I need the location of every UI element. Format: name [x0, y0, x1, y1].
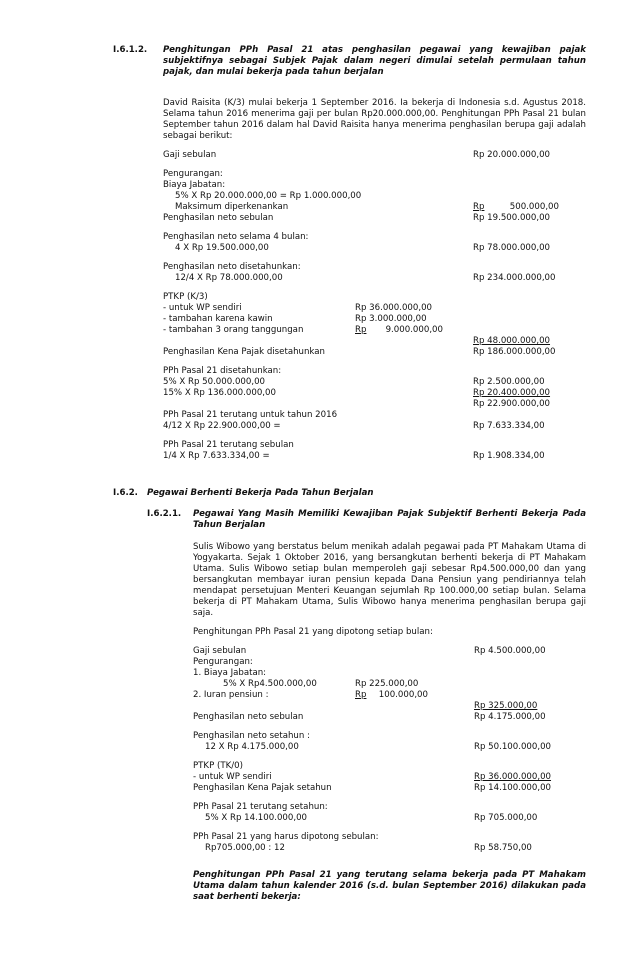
row-calc: Rp705.000,00 : 12: [205, 843, 285, 853]
section-body: [193, 542, 586, 903]
row-value: Rp 7.633.334,00: [473, 421, 545, 431]
row-label: PPh Pasal 21 terutang setahun:: [193, 802, 328, 812]
row-value: Rp 19.500.000,00: [473, 213, 551, 223]
row-value: Rp 14.100.000,00: [474, 783, 552, 793]
row-calc: 5% X Rp4.500.000,00: [223, 679, 317, 689]
row-value: Rp 3.000.000,00: [355, 314, 427, 324]
row-value: Rp 58.750,00: [474, 843, 532, 853]
row-label: Penghasilan Kena Pajak setahun: [193, 783, 332, 793]
row-label: Penghasilan Kena Pajak disetahunkan: [163, 347, 325, 357]
row-calc: 5% X Rp 50.000.000,00: [163, 377, 266, 387]
row-value: Rp 20.000.000,00: [473, 150, 551, 160]
row-label: - untuk WP sendiri: [163, 303, 242, 313]
row-label: - tambahan 3 orang tanggungan: [163, 325, 304, 335]
row-total: Rp 48.000.000,00: [473, 336, 551, 346]
section-title: Pegawai Berhenti Bekerja Pada Tahun Berjalan: [147, 488, 374, 498]
row-label: Gaji sebulan: [193, 646, 247, 656]
row-value: Rp 4.175.000,00: [474, 712, 546, 722]
row-value: Rp 36.000.000,00: [355, 303, 433, 313]
row-label: PTKP (TK/0): [193, 761, 243, 771]
row-label: PPh Pasal 21 disetahunkan:: [163, 366, 282, 376]
row-label: PPh Pasal 21 terutang sebulan: [163, 440, 294, 450]
row-label: PTKP (K/3): [163, 292, 208, 302]
row-value: Rp 4.500.000,00: [474, 646, 546, 656]
section-number: I.6.2.1.: [147, 509, 182, 519]
row-label: Penghitungan PPh Pasal 21 yang dipotong setiap bulan:: [193, 627, 433, 637]
row-value: Rp 186.000.000,00: [473, 347, 556, 357]
row-total: Rp 325.000,00: [474, 701, 538, 711]
row-label: Biaya Jabatan:: [163, 180, 226, 190]
row-calc: 5% X Rp 20.000.000,00 = Rp 1.000.000,00: [175, 191, 362, 201]
row-label: PPh Pasal 21 terutang untuk tahun 2016: [163, 410, 338, 420]
row-label: Penghasilan neto disetahunkan:: [163, 262, 301, 272]
row-calc: 4/12 X Rp 22.900.000,00 =: [163, 421, 281, 431]
section-title: Pegawai Yang Masih Memiliki Kewajiban Pajak Subjektif Berhenti Bekerja Pada Tahun Berjalan: [193, 509, 586, 530]
row-label: Pengurangan:: [163, 169, 223, 179]
row-calc: 15% X Rp 136.000.000,00: [163, 388, 276, 398]
section-number: I.6.2.: [113, 488, 138, 498]
row-label: Penghasilan neto sebulan: [163, 213, 274, 223]
maks-row: [163, 202, 586, 213]
row-value: Rp 78.000.000,00: [473, 243, 551, 253]
row-label: Penghasilan neto selama 4 bulan:: [163, 232, 309, 242]
section-number: I.6.1.2.: [113, 45, 148, 55]
row-value: Rp 705.000,00: [474, 813, 538, 823]
row-calc: 12/4 X Rp 78.000.000,00: [175, 273, 283, 283]
row-label: Gaji sebulan: [163, 150, 217, 160]
row-value: Rp 1.908.334,00: [473, 451, 545, 461]
row-value: Rp 2.500.000,00: [473, 377, 545, 387]
intro-paragraph: David Raisita (K/3) mulai bekerja 1 September 2016. Ia bekerja di Indonesia s.d. Agustus 2018. Selama tahun 2016 menerima gaji per bulan Rp20.000.000,00. Penghitungan PPh Pasal 21 bulan September tahun 2016 dalam hal David Raisita hanya menerima penghasilan berupa gaji adalah sebagai berikut:: [163, 98, 586, 141]
gaji-row: [163, 150, 586, 161]
section-title: Penghitungan PPh Pasal 21 atas penghasilan pegawai yang kewajiban pajak subjektifnya sebagai Subjek Pajak dalam negeri dimulai setelah permulaan tahun pajak, dan mulai bekerja pada tahun berjalan: [163, 45, 586, 77]
row-label: Penghasilan neto sebulan: [193, 712, 304, 722]
row-calc: 4 X Rp 19.500.000,00: [175, 243, 269, 253]
row-label: Penghasilan neto setahun :: [193, 731, 310, 741]
row-value-underlined: Rp 9.000.000,00: [355, 325, 443, 335]
row-value-underlined: Rp 36.000.000,00: [474, 772, 552, 782]
row-label: 2. Iuran pensiun :: [193, 690, 269, 700]
row-calc: 1/4 X Rp 7.633.334,00 =: [163, 451, 270, 461]
row-value: Rp 225.000,00: [355, 679, 419, 689]
row-value: Rp 50.100.000,00: [474, 742, 552, 752]
row-value-underlined: Rp 20.400.000,00: [473, 388, 551, 398]
row-label: Pengurangan:: [193, 657, 253, 667]
row-label: Maksimum diperkenankan: [175, 202, 289, 212]
closing-paragraph: Penghitungan PPh Pasal 21 yang terutang selama bekerja pada PT Mahakam Utama dalam tahun kalender 2016 (s.d. bulan September 2016) dilakukan pada saat berhenti bekerja:: [193, 870, 586, 902]
row-value: Rp 234.000.000,00: [473, 273, 556, 283]
row-value-underlined: Rp 100.000,00: [355, 690, 428, 700]
row-label: 1. Biaya Jabatan:: [193, 668, 267, 678]
row-calc: 12 X Rp 4.175.000,00: [205, 742, 299, 752]
row-label: - untuk WP sendiri: [193, 772, 272, 782]
intro-paragraph: Sulis Wibowo yang berstatus belum menikah adalah pegawai pada PT Mahakam Utama di Yogyakarta. Sejak 1 Oktober 2016, yang bersangkutan berhenti bekerja di PT Mahakam Utama. Sulis Wibowo setiap bulan memperoleh gaji sebesar Rp4.500.000,00 dan yang bersangkutan membayar iuran pensiun kepada Dana Pensiun yang pendiriannya telah mendapat persetujuan Menteri Keuangan sejumlah Rp 100.000,00 setiap bulan. Selama bekerja di PT Mahakam Utama, Sulis Wibowo hanya menerima penghasilan berupa gaji saja.: [193, 542, 586, 618]
row-label: PPh Pasal 21 yang harus dipotong sebulan:: [193, 832, 379, 842]
section-body: [163, 98, 586, 462]
row-calc: 5% X Rp 14.100.000,00: [205, 813, 308, 823]
row-label: - tambahan karena kawin: [163, 314, 273, 324]
row-total: Rp 22.900.000,00: [473, 399, 551, 409]
row-value-underlined: Rp 500.000,00: [473, 202, 559, 212]
